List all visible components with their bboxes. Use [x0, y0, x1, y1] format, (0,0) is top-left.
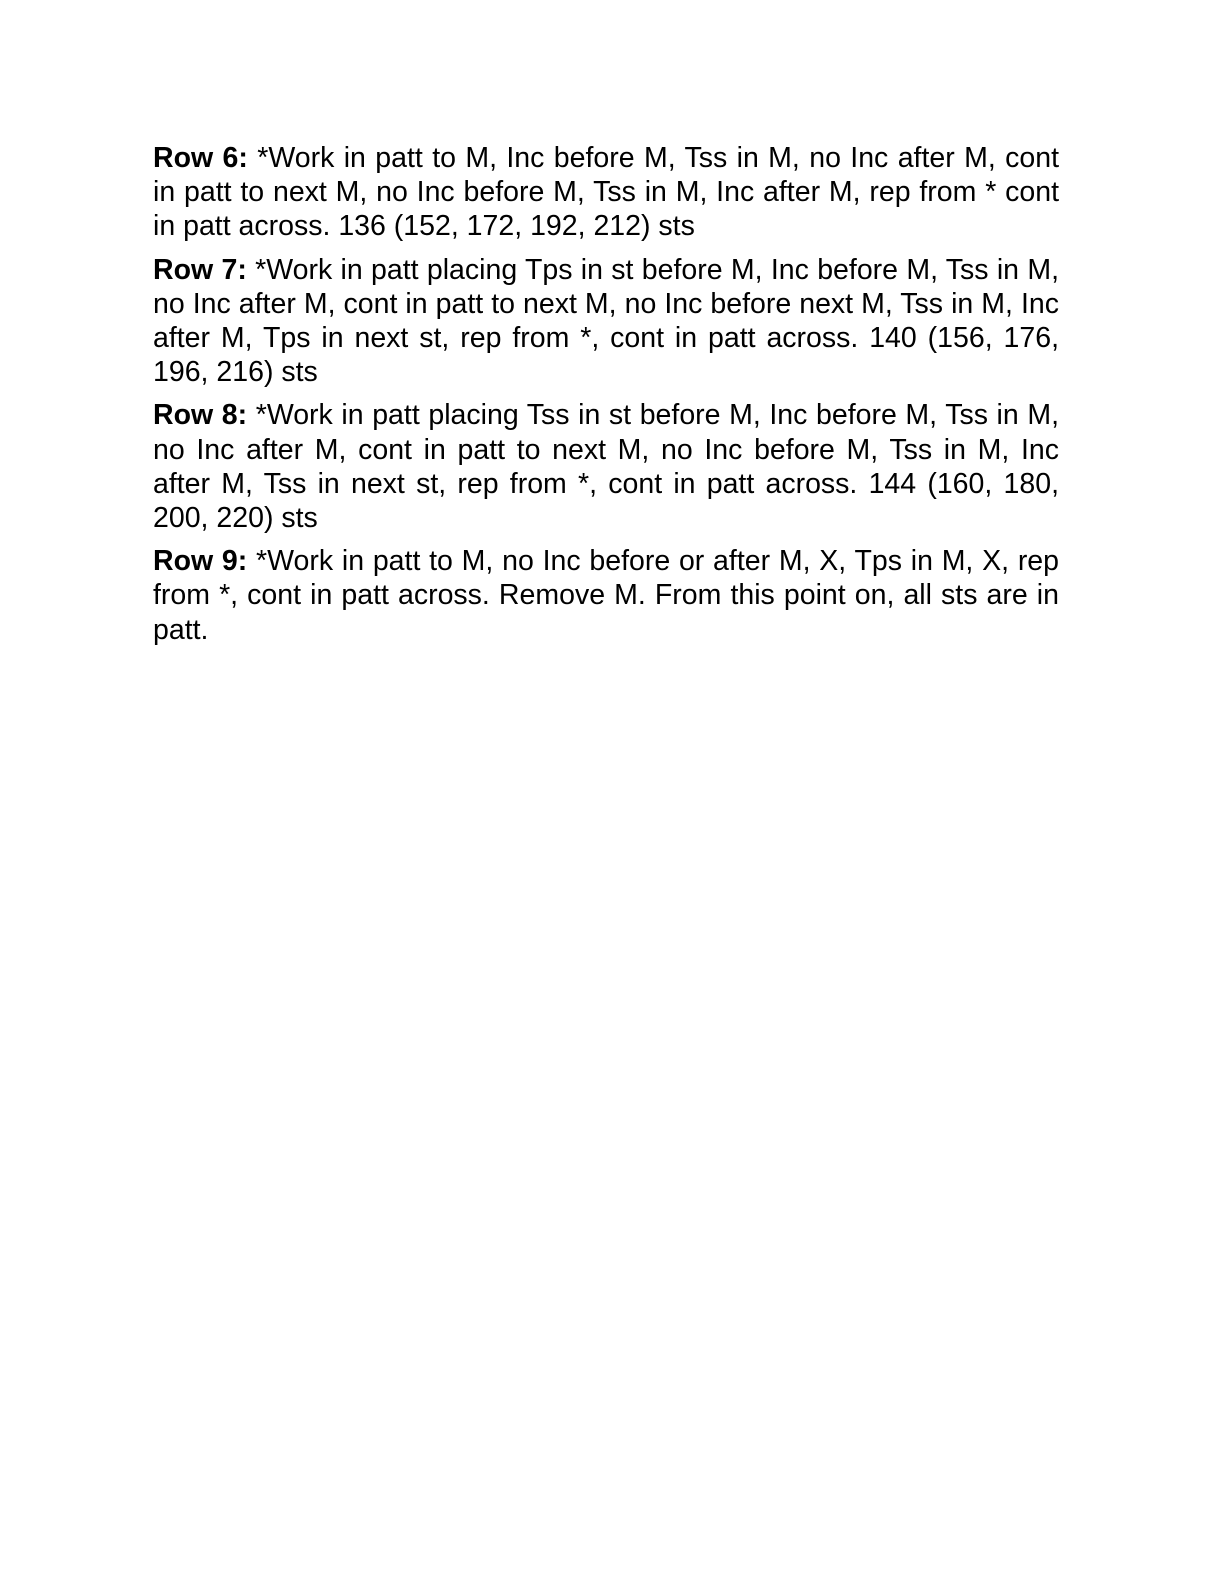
- row-7-instruction: [153, 253, 1059, 390]
- row-8-text: *Work in patt placing Tss in st before M, Inc before M, Tss in M, no Inc after M, cont in patt to next M, no Inc before M, Tss in M, Inc after M, Tss in next st, rep from *, cont in patt across. 144 (160, 180, 200, 220) sts: [153, 399, 1060, 535]
- row-9-text: *Work in patt to M, no Inc before or after M, X, Tps in M, X, rep from *, cont in patt across. Remove M. From this point on, all sts are in patt.: [153, 545, 1060, 646]
- row-6-instruction: [153, 141, 1059, 244]
- row-8-label: Row 8:: [153, 399, 248, 432]
- document-page: [153, 141, 1059, 656]
- row-9-label: Row 9:: [153, 545, 248, 578]
- row-6-label: Row 6:: [153, 142, 248, 174]
- row-7-text: *Work in patt placing Tps in st before M, Inc before M, Tss in M, no Inc after M, cont in patt to next M, no Inc before next M, Tss in M, Inc after M, Tps in next st, rep from *, cont in patt across. 140 (156, 176, 196, 216) sts: [153, 253, 1059, 389]
- row-8-instruction: [153, 398, 1059, 535]
- row-9-instruction: [153, 544, 1059, 647]
- row-6-text: *Work in patt to M, Inc before M, Tss in M, no Inc after M, cont in patt to next M, no Inc before M, Tss in M, Inc after M, rep from * cont in patt across. 136 (152, 172, 192, 212) sts: [153, 142, 1060, 243]
- row-7-label: Row 7:: [153, 253, 247, 286]
